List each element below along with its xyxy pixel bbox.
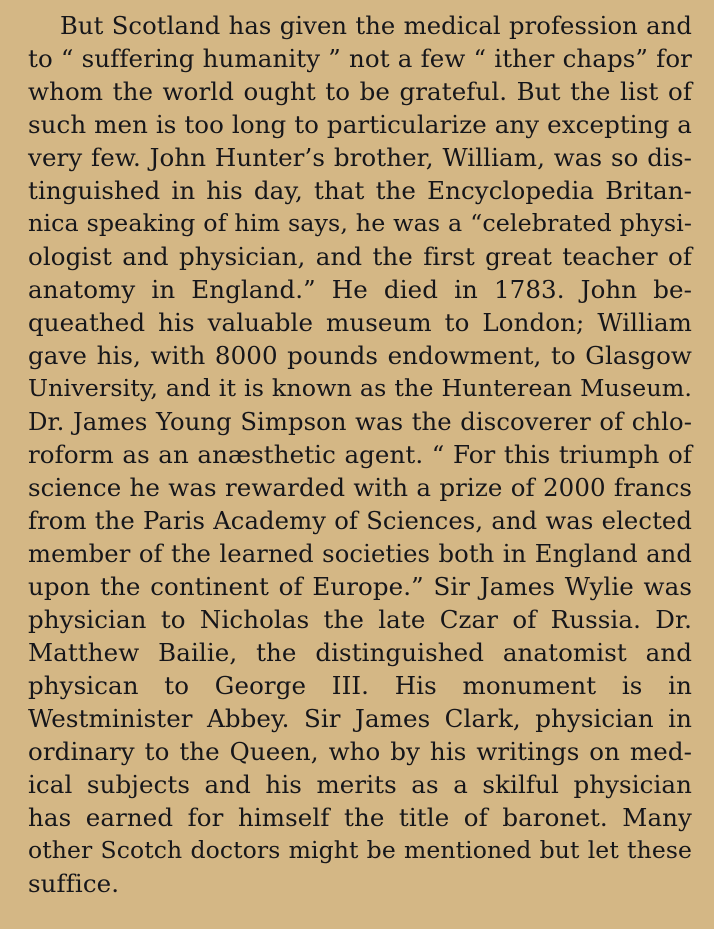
text-line: queathed his valuable museum to London; William [28, 308, 692, 337]
text-line: science he was rewarded with a prize of 2000 francs [28, 473, 692, 502]
text-line: suffice. [28, 869, 120, 898]
text-line: from the Paris Academy of Sciences, and was elected [28, 506, 692, 535]
text-line: member of the learned societies both in England and [28, 539, 692, 568]
text-line: ologist and physician, and the first great teacher of [28, 242, 692, 271]
text-line: tinguished in his day, that the Encyclopedia Britan- [28, 176, 692, 205]
text-line: has earned for himself the title of baronet. Many [28, 803, 692, 832]
text-line: But Scotland has given the medical profession and [60, 11, 692, 40]
text-line: Westminister Abbey. Sir James Clark, physician in [28, 704, 692, 733]
text-line: ical subjects and his merits as a skilful physician [28, 770, 692, 799]
text-line: roform as an anæsthetic agent. “ For this triumph of [28, 440, 692, 469]
text-line: University, and it is known as the Hunterean Museum. [28, 374, 692, 402]
text-line: gave his, with 8000 pounds endowment, to Glasgow [28, 341, 692, 370]
text-line: Matthew Bailie, the distinguished anatomist and [28, 638, 692, 667]
text-line: Dr. James Young Simpson was the discoverer of chlo- [28, 407, 692, 436]
text-line: nica speaking of him says, he was a “celebrated physi- [28, 209, 692, 237]
text-line: upon the continent of Europe.” Sir James Wylie was [28, 572, 692, 601]
text-line: physician to Nicholas the late Czar of Russia. Dr. [28, 605, 692, 634]
text-line: physican to George III. His monument is in [28, 671, 692, 700]
text-line: very few. John Hunter’s brother, William, was so dis- [28, 143, 692, 172]
text-line: anatomy in England.” He died in 1783. John be- [28, 275, 692, 304]
text-line: to “ suffering humanity ” not a few “ ither chaps” for [28, 44, 692, 73]
text-line: ordinary to the Queen, who by his writings on med- [28, 737, 692, 766]
text-line: such men is too long to particularize any excepting a [28, 110, 692, 139]
text-line: whom the world ought to be grateful. But the list of [28, 77, 692, 106]
text-line: other Scotch doctors might be mentioned but let these [28, 836, 692, 864]
